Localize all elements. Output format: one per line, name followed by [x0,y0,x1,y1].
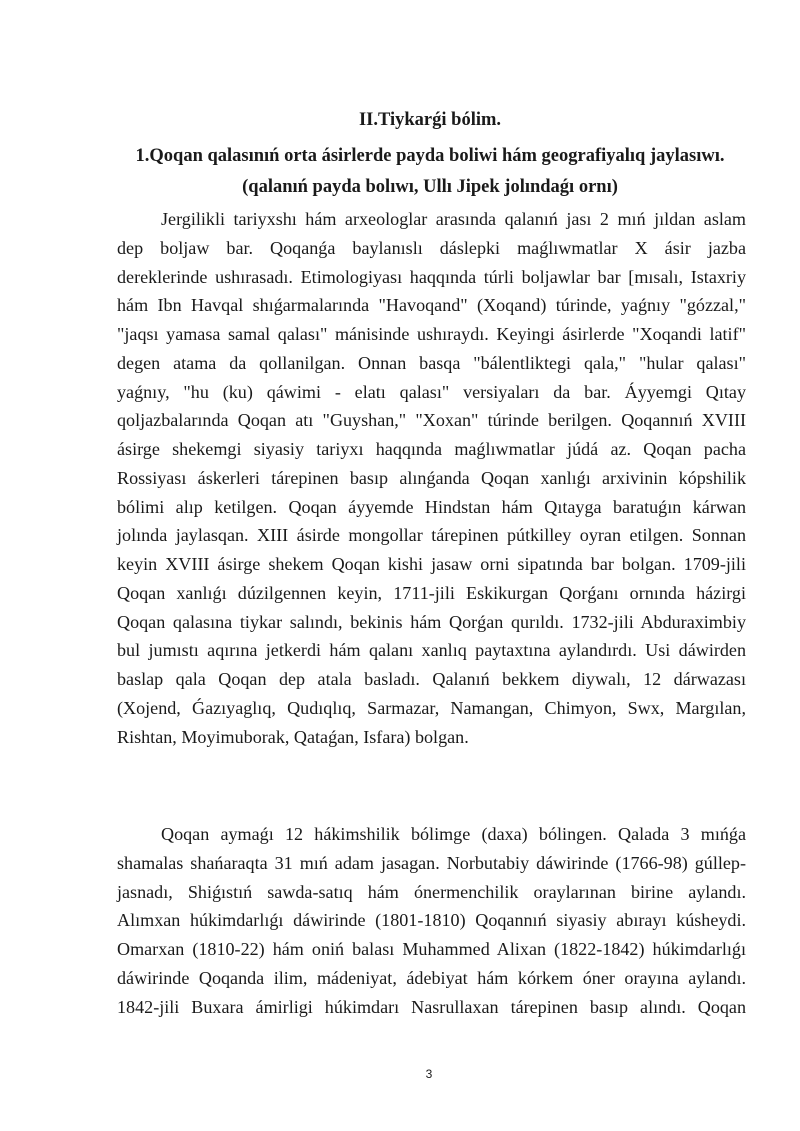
text-line: hám Ibn Havqal shıǵarmalarında "Havoqand" (Xoqand) túrinde, yaǵnıy "gózzal," [117,295,746,316]
text-line: dereklerinde ushırasadı. Etimologiyası haqqında túrli boljawlar bar [mısalı, Istaxriy [117,266,746,287]
text-line: Jergilikli tariyxshı hám arxeologlar arasında qalanıń jası 2 mıń jıldan aslam [161,209,746,229]
text-line: Qoqan qalasına tiykar salındı, bekinis hám Qorǵan qurıldı. 1732-jili Abduraximbiy [117,611,746,632]
text-line: jolında jaylasqan. XIII ásirde mongollar tárepinen pútkilley oyran etilgen. Sonnan [117,525,746,546]
text-line: baslap qala Qoqan dep atala basladı. Qalanıń bekkem diywalı, 12 dárwazası [117,669,746,689]
page-number: 3 [425,1067,433,1081]
text-line: Alımxan húkimdarlıǵı dáwirinde (1801-1810) Qoqannıń siyasiy abırayı kúsheydi. [117,910,746,931]
text-line: Qoqan aymaǵı 12 hákimshilik bólimge (daxa) bólingen. Qalada 3 mıńǵa [161,824,746,844]
text-line: 1842-jili Buxara ámirligi húkimdarı Nasrullaxan tárepinen basıp alındı. Qoqan [117,996,746,1017]
text-line: qoljazbalarında Qoqan atı "Guyshan," "Xoxan" túrinde berilgen. Qoqannıń XVIII [117,410,746,431]
text-line: dáwirinde Qoqanda ilim, mádeniyat, ádebiyat hám kórkem óner orayına aylandı. [117,967,746,988]
text-line: (Xojend, Ǵazıyaglıq, Qudıqlıq, Sarmazar, Namangan, Chimyon, Swx, Margılan, [117,697,746,718]
text-line: degen atama da qollanilgan. Onnan basqa "bálentliktegi qala," "hular qalası" [117,352,746,373]
paragraph-1 [117,205,746,751]
text-line: shamalas shańaraqta 31 mıń adam jasagan. Norbutabiy dáwirinde (1766-98) gúllep- [117,852,746,873]
text-line: keyin XVIII ásirge shekem Qoqan kishi jasaw orni sipatında bar bolgan. 1709-jili [117,554,746,574]
chapter-subtitle: (qalanıń payda bolıwı, Ullı Jipek jolındaǵı ornı) [242,177,618,197]
text-line: jasnadı, Shiǵıstıń sawda-satıq hám ónermenchilik oraylarınan birine aylandı. [117,881,746,902]
text-line: Rossiyası áskerleri tárepinen basıp alınǵanda Qoqan xanlıǵı arxivinin kópshilik [117,467,746,488]
text-line: bul jumıstı aqırına jetkerdi hám qalanı xanlıq paytaxtına aylandırdı. Usi dáwirden [117,640,746,661]
text-line: bólimi alıp ketilgen. Qoqan áyyemde Hindstan hám Qıtayga baratuǵın kárwan [117,496,746,517]
text-line: ásirge shekemgi siyasiy tariyxı haqqında maǵlıwmatlar júdá az. Qoqan pacha [117,439,746,459]
paragraph-2 [117,820,746,1021]
text-line: Omarxan (1810-22) hám oniń balası Muhammed Alixan (1822-1842) húkimdarlıǵı [117,939,746,959]
text-line: yaǵnıy, "hu (ku) qáwimi - elatı qalası" versiyaları da bar. Áyyemgi Qıtay [117,381,746,402]
section-title: II.Tiykarǵi bólim. [358,110,502,130]
text-line: "jaqsı yamasa samal qalası" mánisinde ushıraydı. Keyingi ásirlerde "Xoqandi latif" [117,324,746,344]
text-line: Rishtan, Moyimuborak, Qataǵan, Isfara) bolgan. [117,726,469,747]
text-line: dep boljaw bar. Qoqanǵa baylanıslı dáslepki maǵlıwmatlar X ásir jazba [117,237,746,258]
chapter-title: 1.Qoqan qalasınıń orta ásirlerde payda boliwi hám geografiyalıq jaylasıwı. [135,146,725,166]
text-line: Qoqan xanlıǵı dúzilgennen keyin, 1711-jili Eskikurgan Qorǵanı ornında házirgi [117,582,746,603]
